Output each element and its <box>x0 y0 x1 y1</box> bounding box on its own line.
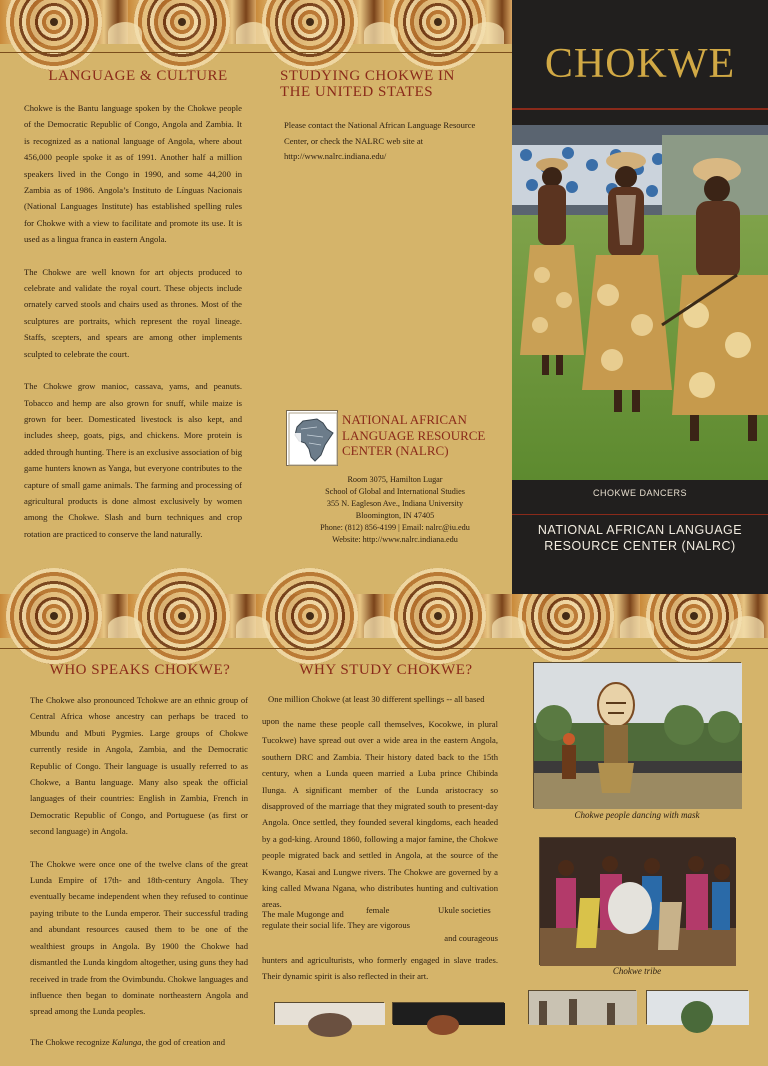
paragraph: The Chokwe were once one of the twelve clans of the great Lunda Empire of 17th- and 18th-century Angola. They eventually became independent when they refused to continue paying tribute to the Lunda emperor. Their successful trading and abundant resources caused them to be one of the wealthiest groups in Angola. By 1900 the Chokwe had dismantled the Lunda kingdom altogether, using guns they had received in trade from the Ovimbundu. Chokwe languages and influence then began to dominate northeastern Angola and spread among the Lunda peoples. <box>30 858 248 1017</box>
fabric-leaf <box>364 22 398 44</box>
fabric-leaf <box>730 616 764 638</box>
fabric-motif <box>262 568 358 664</box>
address-line: Bloomington, IN 47405 <box>355 511 435 520</box>
address-line: School of Global and International Studies <box>325 487 465 496</box>
societies-female: female <box>366 905 390 915</box>
mask-dance-caption: Chokwe people dancing with mask <box>574 810 700 820</box>
paragraph: The Chokwe are well known for art objects produced to celebrate and validate the royal court. These objects include ornately carved stools and chairs used as thrones. Most of the sculptures are portraits, which represent the royal lineage. Staffs, scepters, and spears are among other implements sculpted to celebrate the court. <box>24 266 242 359</box>
fabric-leaf <box>470 22 504 44</box>
why-study-body <box>262 716 498 913</box>
chokwe-tribe-caption: Chokwe tribe <box>612 966 662 976</box>
who-speaks-heading: WHO SPEAKS CHOKWE? <box>49 662 231 678</box>
chokwe-dancers-photo <box>512 125 768 480</box>
divider <box>0 648 768 649</box>
paragraph: Chokwe is the Bantu language spoken by the Chokwe people of the Democratic Republic of Congo, Angola and Zambia. It is recognized as a national language of Angola, where about 456,000 people spoke it as of 1991. Another half a million speakers lived in the Congo in 1990, and some 44,200 in Zambia as of 1986. Angola’s Instituto de Línguas Nacionais (National Languages Institute) has established spelling rules for Chokwe with a view to facilitate and promote its use. It is used as a lingua franca in eastern Angola. <box>24 103 242 245</box>
fabric-leaf <box>620 616 654 638</box>
nalrc-back-title-line: NATIONAL AFRICAN LANGUAGE <box>537 523 743 537</box>
who-speaks-body <box>30 692 248 1066</box>
fabric-leaf <box>364 616 398 638</box>
address-phone-email[interactable]: Phone: (812) 856-4199 | Email: nalrc@iu.edu <box>320 523 470 532</box>
nalrc-name-line: NATIONAL AFRICAN <box>342 412 467 427</box>
contact-text: Please contact the National African Language Resource Center, or check the NALRC web site at http://www.nalrc.indiana.edu/ <box>284 120 476 161</box>
bottom-photo <box>528 990 636 1024</box>
fabric-leaf <box>236 616 270 638</box>
address-line: Room 3075, Hamilton Lugar <box>347 475 443 484</box>
africa-map-logo-icon <box>286 410 338 466</box>
chokwe-tribe-photo <box>539 837 735 965</box>
paragraph: The Chokwe grow manioc, cassava, yams, and peanuts. Tobacco and hemp are also grown for snuff, while maize is grown for beer. Domesticated livestock is also kept, and includes sheep, goats, pigs, and chickens. More protein is added through hunting. There is an exclusive association of big game hunters known as Yanga, but everyone contributes to the capture of small game animals. The farming and processing of agricultural products is done almost exclusively by women among the Chokwe. Slash and burn techniques and crop rotation are practiced to conserve the land naturally. <box>24 381 242 539</box>
mask-dance-photo <box>533 662 741 808</box>
heading-line: THE UNITED STATES <box>280 84 434 100</box>
why-study-intro: One million Chokwe (at least 30 different spellings -- all based <box>268 694 485 704</box>
fabric-motif <box>134 568 230 664</box>
fabric-leaf <box>108 616 142 638</box>
fabric-leaf <box>108 22 142 44</box>
courageous-fragment: and courageous <box>444 933 498 943</box>
fabric-motif <box>134 0 230 70</box>
societies-ukule: Ukule societies <box>438 905 491 915</box>
heading-line: STUDYING CHOKWE IN <box>280 68 455 84</box>
why-study-closing <box>262 933 498 985</box>
language-culture-body <box>24 100 242 558</box>
fabric-motif <box>6 0 102 70</box>
paragraph <box>30 1034 248 1050</box>
societies-regulate: regulate their social life. They are vigorous <box>262 920 411 930</box>
nalrc-name-line: CENTER (NALRC) <box>342 443 449 458</box>
fabric-leaf <box>236 22 270 44</box>
language-culture-heading: LANGUAGE & CULTURE <box>48 68 228 84</box>
title-divider <box>512 108 768 110</box>
kalunga-term: Kalunga <box>111 1036 142 1047</box>
dancers-caption: CHOKWE DANCERS <box>592 488 687 498</box>
upon-word: upon <box>262 716 280 726</box>
why-study-paragraph: the name these people call themselves, Kocokwe, in plural Tucokwe) have spread out over a wide area in the eastern Angola, southern DRC and Zambia. Their history dated back to the 15th century, when a Lunda queen married a Luba prince Chibinda Ilunga. A significant member of the Lunda aristocracy so disapproved of the marriage that they migrated south to present-day Angola. Once settled, they founded several kingdoms, each headed by a god-king. Around 1860, following a major famine, the Chokwe people migrated back and settled in Angola, at the source of the Kwango, Kasai and Lungwe rivers. The Chokwe are governed by a king called Mwana Ngana, who distributes hunting and cultivation areas. <box>262 719 498 910</box>
fabric-motif <box>390 568 486 664</box>
nalrc-back-title <box>520 522 760 554</box>
nalrc-name <box>342 412 502 459</box>
divider <box>0 52 512 53</box>
text-fragment: , the god of creation and <box>141 1036 225 1047</box>
decorative-fabric-band-middle <box>0 594 768 638</box>
brochure-title: CHOKWE <box>544 41 736 87</box>
fabric-leaf <box>492 616 526 638</box>
address-line: 355 N. Eagleson Ave., Indiana University <box>326 499 464 508</box>
societies-prefix: The male Mugonge and <box>262 909 344 919</box>
nalrc-back-title-line: RESOURCE CENTER (NALRC) <box>544 539 736 553</box>
fabric-motif <box>262 0 358 70</box>
nalrc-name-line: LANGUAGE RESOURCE <box>342 427 486 443</box>
paragraph: The Chokwe also pronounced Tchokwe are an ethnic group of Central Africa whose ancestry can perhaps be traced to Mbundu and Mbuti Pygmies. Large groups of Chokwe currently reside in Angola, Zambia, and the Democratic Republic of Congo. Their language is usually referred to as Chokwe, a Bantu language. Many also speak the official languages of their countries: English in Zambia, French in Democratic Republic of Congo, and Portuguese (as first or second language) in Angola. <box>30 695 248 837</box>
bottom-photo <box>392 1002 504 1024</box>
cover-divider <box>512 514 768 515</box>
why-study-heading: WHY STUDY CHOKWE? <box>299 662 473 678</box>
nalrc-address <box>290 474 500 546</box>
text-fragment: The Chokwe recognize <box>30 1036 112 1047</box>
fabric-motif <box>6 568 102 664</box>
bottom-photo <box>646 990 748 1024</box>
bottom-photo <box>274 1002 384 1024</box>
studying-chokwe-heading <box>280 68 500 100</box>
address-website-link[interactable]: Website: http://www.nalrc.indiana.edu <box>332 535 458 544</box>
closing-text: hunters and agriculturists, who formerly engaged in slave trades. Their dynamic spirit is also reflected in their art. <box>262 955 498 982</box>
